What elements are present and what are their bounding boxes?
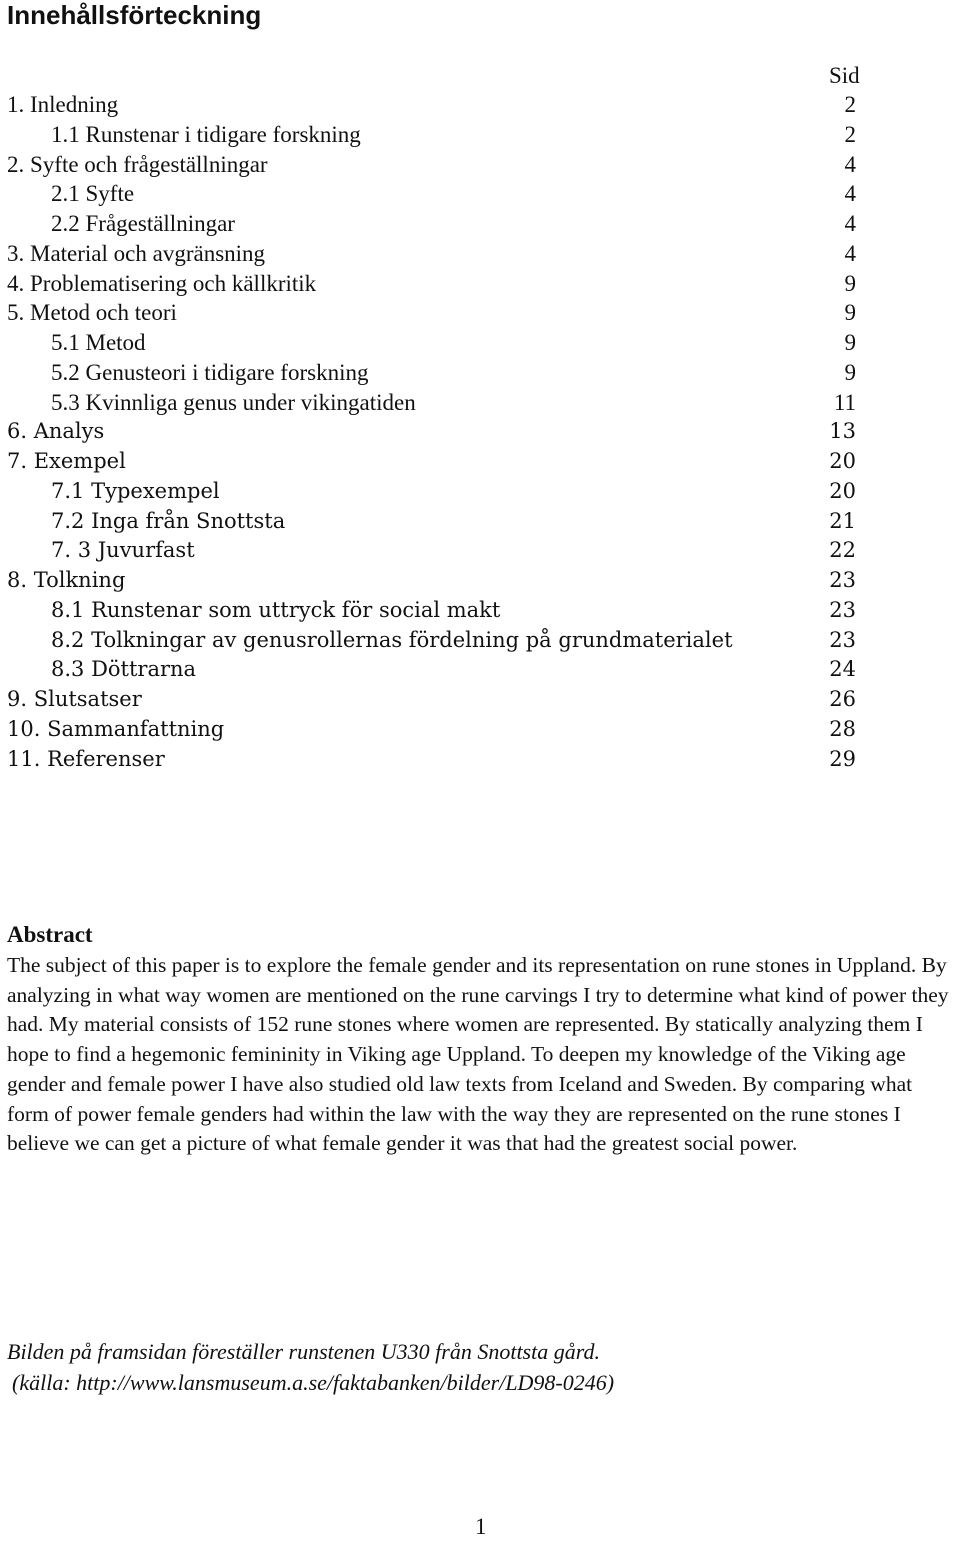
toc-entry-page: 4 (844, 151, 856, 177)
toc-entry (0, 150, 960, 180)
toc-entry-page: 13 (829, 419, 856, 444)
toc-entry-page: 24 (829, 657, 856, 682)
toc-entry (0, 269, 960, 299)
toc-entry-title: 5. Metod och teori (7, 300, 177, 326)
page-number: 1 (475, 1514, 487, 1539)
toc-entry-title: 1. Inledning (7, 92, 119, 117)
toc-entry (0, 209, 960, 239)
toc-entry-title: 2.2 Frågeställningar (51, 211, 235, 236)
page-column-label: Sid (829, 63, 860, 88)
cover-image-caption (7, 1336, 957, 1398)
toc-entry (0, 507, 960, 537)
toc-entry-title: 8.3 Döttrarna (51, 657, 197, 682)
toc-entry-page: 2 (844, 92, 856, 117)
toc-entry (0, 536, 960, 566)
toc-entry (0, 566, 960, 596)
toc-entry-page: 20 (829, 478, 856, 503)
toc-entry (0, 120, 960, 150)
toc-heading: Innehållsförteckning (7, 0, 262, 30)
toc-entry (0, 298, 960, 328)
toc-entry-title: 8.2 Tolkningar av genusrollernas fördelning på grundmaterialet (51, 627, 733, 652)
toc-entry (0, 90, 960, 120)
toc-entry-title: 7.2 Inga från Snottsta (51, 508, 286, 533)
toc-entry-page: 23 (829, 597, 856, 622)
toc-entry (0, 626, 960, 656)
toc-entry (0, 715, 960, 745)
toc-entry-title: 8.1 Runstenar som uttryck för social makt (51, 597, 501, 622)
toc-entry (0, 417, 960, 447)
table-of-contents (0, 90, 960, 774)
abstract-heading: Abstract (7, 922, 93, 947)
toc-entry-title: 2. Syfte och frågeställningar (7, 151, 268, 177)
toc-entry-page: 9 (844, 359, 856, 385)
toc-entry-title: 11. Referenser (7, 746, 165, 771)
toc-entry-title: 8. Tolkning (7, 568, 126, 592)
toc-entry-page: 22 (829, 538, 856, 563)
toc-entry-page: 20 (829, 449, 856, 473)
toc-entry-page: 4 (844, 181, 856, 207)
toc-entry-page: 26 (829, 687, 856, 711)
toc-entry-title: 9. Slutsatser (7, 687, 142, 711)
toc-entry (0, 388, 960, 418)
toc-entry-page: 21 (829, 508, 856, 533)
toc-entry-page: 23 (829, 627, 856, 652)
toc-entry (0, 745, 960, 775)
caption-line: Bilden på framsidan föreställer runstenen U330 från Snottsta gård. (7, 1339, 600, 1364)
toc-entry-title: 4. Problematisering och källkritik (7, 270, 317, 296)
toc-entry (0, 477, 960, 507)
toc-entry-page: 4 (844, 211, 856, 236)
toc-entry-title: 5.1 Metod (51, 330, 146, 355)
toc-entry (0, 596, 960, 626)
toc-entry-title: 5.2 Genusteori i tidigare forskning (51, 359, 369, 385)
toc-entry-title: 5.3 Kvinnliga genus under vikingatiden (51, 389, 416, 415)
toc-entry-title: 7.1 Typexempel (51, 478, 220, 503)
toc-entry-page: 9 (844, 330, 856, 355)
toc-entry (0, 358, 960, 388)
toc-entry-page: 29 (829, 746, 856, 771)
toc-entry-title: 3. Material och avgränsning (7, 240, 266, 266)
toc-entry-page: 11 (833, 389, 856, 415)
toc-entry (0, 239, 960, 269)
toc-entry (0, 179, 960, 209)
toc-entry (0, 685, 960, 715)
toc-entry (0, 655, 960, 685)
toc-entry-title: 7. 3 Juvurfast (51, 538, 195, 563)
toc-entry (0, 447, 960, 477)
toc-entry-title: 10. Sammanfattning (7, 716, 225, 741)
toc-entry-page: 4 (844, 240, 856, 266)
toc-entry-page: 23 (829, 568, 856, 592)
toc-entry-title: 2.1 Syfte (51, 181, 135, 207)
toc-entry-title: 6. Analys (7, 419, 105, 444)
toc-entry (0, 328, 960, 358)
toc-entry-page: 2 (844, 121, 856, 147)
toc-entry-page: 9 (844, 300, 856, 326)
toc-entry-page: 9 (844, 270, 856, 296)
abstract-text: The subject of this paper is to explore the female gender and its representation on rune stones in Uppland. By analyzing in what way women are mentioned on the rune carvings I try to determine what kind of power they had. My material consists of 152 rune stones where women are represented. By statically analyzing them I hope to find a hegemonic femininity in Viking age Uppland. To deepen my knowledge of the Viking age gender and female power I have also studied old law texts from Iceland and Sweden. By comparing what form of power female genders had within the law with the way they are represented on the rune stones I believe we can get a picture of what female gender it was that had the greatest social power. (7, 953, 949, 1156)
toc-entry-title: 7. Exempel (7, 449, 126, 473)
toc-entry-title: 1.1 Runstenar i tidigare forskning (51, 121, 361, 147)
caption-source-line: (källa: http://www.lansmuseum.a.se/faktabanken/bilder/LD98-0246) (12, 1370, 615, 1395)
toc-entry-page: 28 (829, 716, 856, 741)
